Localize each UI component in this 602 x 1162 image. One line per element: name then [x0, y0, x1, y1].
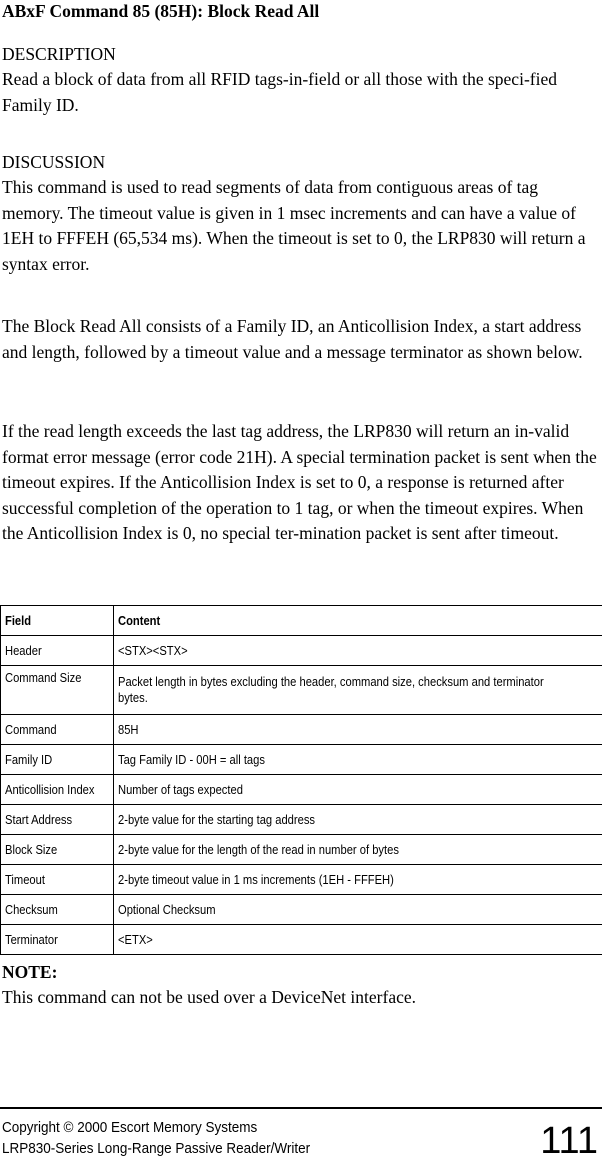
field-cell: Command Size	[1, 666, 114, 715]
field-cell: Checksum	[1, 895, 114, 925]
content-cell: Number of tags expected	[114, 775, 602, 805]
footer-copyright: Copyright © 2000 Escort Memory Systems	[2, 1119, 258, 1136]
field-cell: Start Address	[1, 805, 114, 835]
table-row	[1, 925, 602, 955]
content-cell: 2-byte value for the starting tag address	[114, 805, 602, 835]
content-cell: 2-byte value for the length of the read in number of bytes	[114, 835, 602, 865]
table-row	[1, 835, 602, 865]
table-row	[1, 715, 602, 745]
field-cell: Header	[1, 636, 114, 666]
command-fields-table	[0, 605, 602, 955]
discussion-paragraph-2: The Block Read All consists of a Family ID, an Anticollision Index, a start address and length, followed by a timeout value and a message terminator as shown below.	[2, 316, 583, 362]
footer-divider	[0, 1107, 602, 1109]
table-row	[1, 895, 602, 925]
column-header-field: Field	[1, 606, 114, 636]
description-section	[2, 42, 600, 118]
field-cell: Terminator	[1, 925, 114, 955]
table-row	[1, 745, 602, 775]
table-row	[1, 865, 602, 895]
table-row	[1, 805, 602, 835]
discussion-paragraph-3: If the read length exceeds the last tag address, the LRP830 will return an in-valid format error message (error code 21H). A special termination packet is sent when the timeout expires. If the Anticollision Index is set to 0, a response is returned after successful completion of the operation to 1 tag, or when the timeout expires. When the Anticollision Index is 0, no special ter-mination packet is sent after timeout.	[2, 421, 597, 543]
page-title: ABxF Command 85 (85H): Block Read All	[2, 1, 320, 21]
field-cell: Block Size	[1, 835, 114, 865]
field-cell: Family ID	[1, 745, 114, 775]
page-number: 111	[540, 1120, 598, 1162]
note-text: This command can not be used over a DeviceNet interface.	[2, 987, 416, 1007]
field-cell: Timeout	[1, 865, 114, 895]
table-row	[1, 775, 602, 805]
table-row	[1, 636, 602, 666]
discussion-section	[2, 150, 600, 277]
content-cell: <ETX>	[114, 925, 602, 955]
column-header-content: Content	[114, 606, 602, 636]
content-cell: Tag Family ID - 00H = all tags	[114, 745, 602, 775]
footer	[2, 1117, 344, 1159]
content-cell: Packet length in bytes excluding the header, command size, checksum and terminator bytes.	[114, 666, 602, 715]
footer-product: LRP830-Series Long-Range Passive Reader/Writer	[2, 1140, 311, 1157]
description-text: Read a block of data from all RFID tags-in-field or all those with the speci-fied Family ID.	[2, 69, 557, 115]
description-label: DESCRIPTION	[2, 44, 116, 64]
note-label: NOTE:	[2, 962, 58, 982]
content-cell: 2-byte timeout value in 1 ms increments (1EH - FFFEH)	[114, 865, 602, 895]
discussion-paragraph-1: This command is used to read segments of data from contiguous areas of tag memory. The timeout value is given in 1 msec increments and can have a value of 1EH to FFFEH (65,534 ms). When the timeout is set to 0, the LRP830 will return a syntax error.	[2, 177, 586, 274]
field-cell: Command	[1, 715, 114, 745]
content-cell: Optional Checksum	[114, 895, 602, 925]
table-header-row	[1, 606, 602, 636]
field-cell: Anticollision Index	[1, 775, 114, 805]
note-section	[2, 960, 600, 1011]
table-row	[1, 666, 602, 715]
content-cell: 85H	[114, 715, 602, 745]
discussion-label: DISCUSSION	[2, 152, 106, 172]
content-cell: <STX><STX>	[114, 636, 602, 666]
